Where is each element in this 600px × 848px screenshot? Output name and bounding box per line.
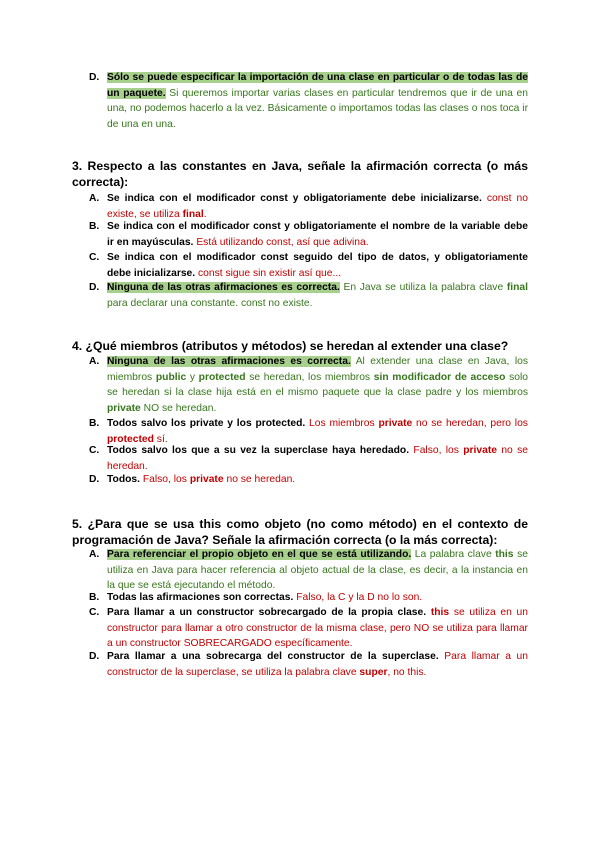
q5-option-b [90,590,528,606]
question-5-title: 5. ¿Para que se usa this como objeto (no como método) en el contexto de programación de Java? Señale la afirmación correcta (o la más correcta): [72,517,528,547]
option-letter: A. [89,356,100,367]
keyword-protected: protected [198,371,246,383]
explanation-note: Falso, la C y la D no lo son. [296,592,423,603]
option-letter: D. [89,72,100,83]
keyword-private: private [378,418,413,429]
keyword-public: public [155,371,187,383]
explanation-note-end: . [203,208,207,220]
keyword-private: private [463,445,498,456]
option-text: Para llamar a una sobrecarga del constructor de la superclase. [107,651,439,662]
q3-option-b [90,219,528,250]
q5-option-d [90,649,528,680]
explanation-note: Para llamar a un constructor de la superclase, se utiliza la palabra clave [107,651,528,678]
explanation-note-5: NO se heredan. [143,402,217,414]
correct-answer-text: Sólo se puede especificar la importación de una clase en particular o de todas las de un paquete. [107,72,528,99]
explanation-note: se utiliza en un constructor para llamar a otro constructor de la misma clase, pero NO se utiliza para llamar a un constructor SOBRECARGADO específicamente. [107,607,528,649]
option-letter: D. [89,474,100,485]
explanation-note: Está utilizando const, así que adivina. [196,236,369,248]
explanation-note-2: no se heredan. [226,474,296,485]
keyword-private: private [189,474,224,485]
explanation-note: Los miembros [309,418,375,429]
question-4-title: 4. ¿Qué miembros (atributos y métodos) se heredan al extender una clase? [72,339,509,353]
option-text: Para llamar a un constructor sobrecargado de la propia clase. [107,607,427,618]
correct-answer-text: Para referenciar el propio objeto en el que se está utilizando. [107,549,412,560]
explanation-note-3: se heredan, los miembros [249,371,371,383]
option-text: Todos salvo los que a su vez la superclase haya heredado. [107,445,410,456]
explanation-note-2: y [189,371,195,383]
correct-answer-text: Ninguna de las otras afirmaciones es correcta. [107,356,351,367]
explanation-note-end: para declarar una constante. const no existe. [107,297,313,309]
correct-answer-text: Ninguna de las otras afirmaciones es correcta. [107,282,340,293]
keyword-private: private [107,402,141,414]
keyword-this: this [430,607,450,618]
explanation-note-2: no se heredan. [107,445,528,472]
q4-option-d [90,472,528,488]
option-letter: B. [89,418,100,429]
q3-option-c [90,250,528,281]
explanation-note: Si queremos importar varias clases en particular tendremos que ir de una en una, no podemos hacerlo a la vez. Básicamente o importamos todas las clases o nos toca ir de una en una. [107,87,529,130]
option-letter: D. [89,651,100,662]
option-text: Se indica con el modificador const y obligatoriamente debe inicializarse. [107,193,482,204]
keyword-no-modifier: sin modificador de acceso [373,371,506,383]
explanation-note: const sigue sin existir así que... [198,267,342,279]
question-3-title: 3. Respecto a las constantes en Java, señale la afirmación correcta (o más correcta): [72,159,528,189]
option-text: Se indica con el modificador const seguido del tipo de datos, y obligatoriamente debe inicializarse. [107,252,528,279]
prev-question-option-d [90,70,528,132]
option-text: Se indica con el modificador const y obligatoriamente el nombre de la variable debe ir en mayúsculas. [107,221,528,248]
explanation-note: Al extender una clase en Java, los miembros [107,356,528,383]
q4-option-c [90,443,528,474]
option-letter: A. [89,193,100,204]
option-letter: C. [89,252,100,263]
explanation-note-2: no se heredan, pero los [416,418,528,429]
q3-option-d [90,280,528,311]
explanation-note: Falso, los [413,445,459,456]
option-text: Todos salvo los private y los protected. [107,418,306,429]
keyword-this: this [495,549,514,560]
option-letter: B. [89,592,100,603]
keyword-final: final [182,208,204,220]
q5-option-a [90,547,528,594]
explanation-note-4: solo se heredan si la clase hija está en el mismo paquete que la clase padre y los miembros [107,371,528,398]
explanation-note: En Java se utiliza la palabra clave [343,282,504,293]
q3-option-a [90,191,528,222]
option-letter: C. [89,445,100,456]
explanation-note-2: se utiliza en Java para hacer referencia al objeto actual de la clase, es decir, a la instancia en la que se está ejecutando el método. [107,549,528,591]
keyword-final: final [506,282,528,293]
explanation-note-end: , no this. [387,666,427,678]
option-letter: D. [89,282,100,293]
keyword-protected: protected [107,433,154,445]
explanation-note: La palabra clave [414,549,492,560]
option-letter: B. [89,221,100,232]
keyword-super: super [359,666,388,678]
q5-option-c [90,605,528,652]
explanation-note-3: sí. [156,433,168,445]
q4-option-a [90,354,528,416]
explanation-note: const no existe, se utiliza [107,193,528,220]
option-text: Todas las afirmaciones son correctas. [107,592,294,603]
explanation-note: Falso, los [142,474,187,485]
option-letter: C. [89,607,100,618]
option-letter: A. [89,549,100,560]
option-text: Todos. [107,474,140,485]
